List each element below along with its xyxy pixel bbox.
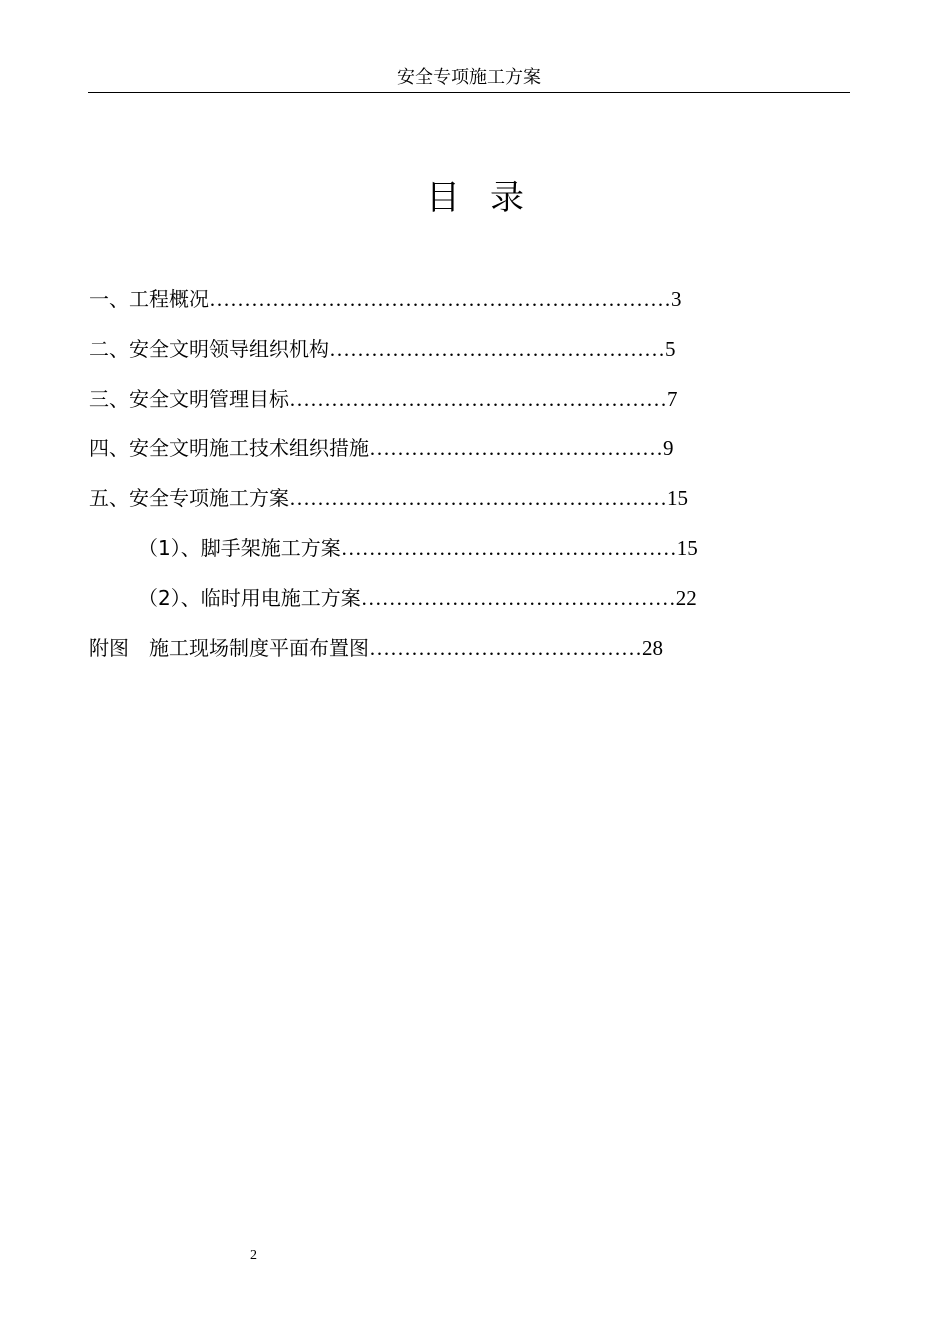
toc-page-number: 15 xyxy=(667,486,688,510)
header-title: 安全专项施工方案 xyxy=(397,67,541,88)
toc-leader-dots: ………………………………… xyxy=(369,636,642,660)
toc-entry[interactable] xyxy=(89,284,729,314)
toc-entry-label: （1）、脚手架施工方案 xyxy=(138,536,341,560)
toc-leader-dots: ………………………………………… xyxy=(340,536,677,560)
toc-entry[interactable] xyxy=(89,483,741,513)
page-number: 2 xyxy=(250,1248,257,1263)
toc-page-number: 7 xyxy=(667,387,678,411)
toc-entry[interactable] xyxy=(89,433,729,463)
toc-page-number: 15 xyxy=(676,536,698,560)
toc-entry[interactable] xyxy=(89,633,719,663)
toc-entry-label: 一、工程概况 xyxy=(89,287,209,311)
toc-page-number: 9 xyxy=(663,436,674,460)
page-header xyxy=(88,66,850,93)
toc-entry-label: 三、安全文明管理目标 xyxy=(89,387,289,411)
toc-entry-label: 五、安全专项施工方案 xyxy=(89,486,289,510)
toc-leader-dots: ……………………………………………… xyxy=(289,486,667,510)
toc-leader-dots: ………………………………………… xyxy=(329,337,665,361)
toc-entry-label: 二、安全文明领导组织机构 xyxy=(89,337,329,361)
toc-entry[interactable] xyxy=(138,583,752,613)
toc-page-number: 28 xyxy=(642,636,663,660)
toc-page-number: 3 xyxy=(671,287,682,311)
toc-page-number: 5 xyxy=(665,337,676,361)
toc-leader-dots: ……………………………………… xyxy=(360,586,676,610)
toc-title: 目录 xyxy=(426,178,554,218)
toc-entry-label: （2）、临时用电施工方案 xyxy=(138,586,361,610)
toc-leader-dots: ………………………………………………………… xyxy=(209,287,671,311)
toc-entry-label: 四、安全文明施工技术组织措施 xyxy=(89,436,369,460)
toc-entry[interactable] xyxy=(138,533,752,563)
toc-entry-label: 附图 施工现场制度平面布置图 xyxy=(89,636,369,660)
toc-page-number: 22 xyxy=(675,586,697,610)
toc-leader-dots: …………………………………… xyxy=(369,436,663,460)
toc-leader-dots: ……………………………………………… xyxy=(289,387,667,411)
toc-entry[interactable] xyxy=(89,334,729,364)
toc-entry[interactable] xyxy=(89,384,729,414)
